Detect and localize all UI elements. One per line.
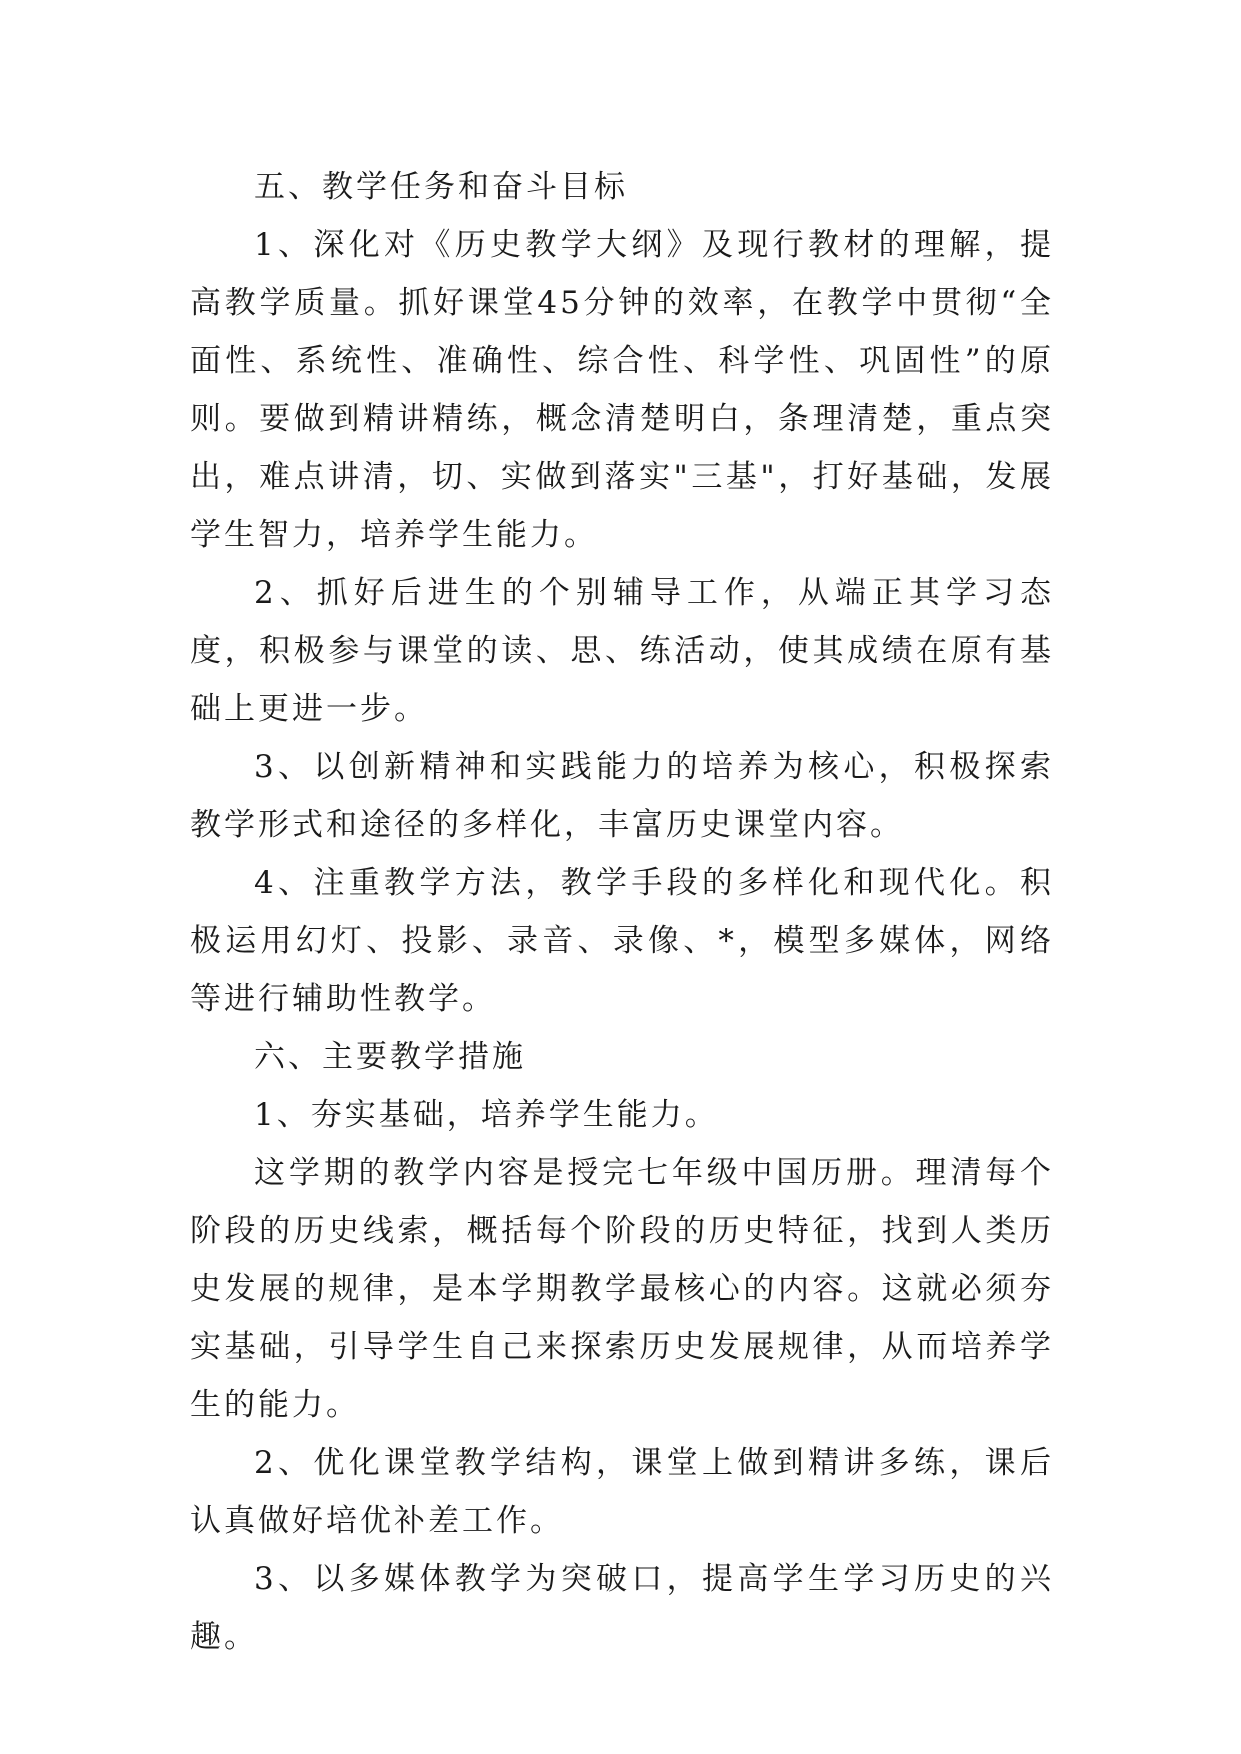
- paragraph-goal-4: 4、注重教学方法，教学手段的多样化和现代化。积极运用幻灯、投影、录音、录像、*，模型多媒体，网络等进行辅助性教学。: [190, 865, 1054, 1017]
- paragraph-goal-3: 3、以创新精神和实践能力的培养为核心，积极探索教学形式和途径的多样化，丰富历史课堂内容。: [190, 749, 1054, 843]
- section-heading-measures: 六、主要教学措施: [254, 1039, 526, 1075]
- document-body: [190, 158, 1054, 1666]
- paragraph-goal-2: 2、抓好后进生的个别辅导工作，从端正其学习态度，积极参与课堂的读、思、练活动，使其成绩在原有基础上更进一步。: [190, 575, 1054, 727]
- paragraph-measure-2: 2、优化课堂教学结构，课堂上做到精讲多练，课后认真做好培优补差工作。: [190, 1445, 1054, 1539]
- paragraph-measure-1: 1、夯实基础，培养学生能力。: [254, 1097, 719, 1133]
- paragraph-measure-3: 3、以多媒体教学为突破口，提高学生学习历史的兴趣。: [190, 1561, 1054, 1655]
- paragraph-measure-1-detail: 这学期的教学内容是授完七年级中国历册。理清每个阶段的历史线索，概括每个阶段的历史特征，找到人类历史发展的规律，是本学期教学最核心的内容。这就必须夯实基础，引导学生自己来探索历史发展规律，从而培养学生的能力。: [190, 1155, 1054, 1423]
- section-heading-tasks-goals: 五、教学任务和奋斗目标: [254, 169, 628, 205]
- paragraph-goal-1: 1、深化对《历史教学大纲》及现行教材的理解，提高教学质量。抓好课堂45分钟的效率，在教学中贯彻“全面性、系统性、准确性、综合性、科学性、巩固性”的原则。要做到精讲精练，概念清楚明白，条理清楚，重点突出，难点讲清，切、实做到落实"三基"，打好基础，发展学生智力，培养学生能力。: [190, 227, 1054, 553]
